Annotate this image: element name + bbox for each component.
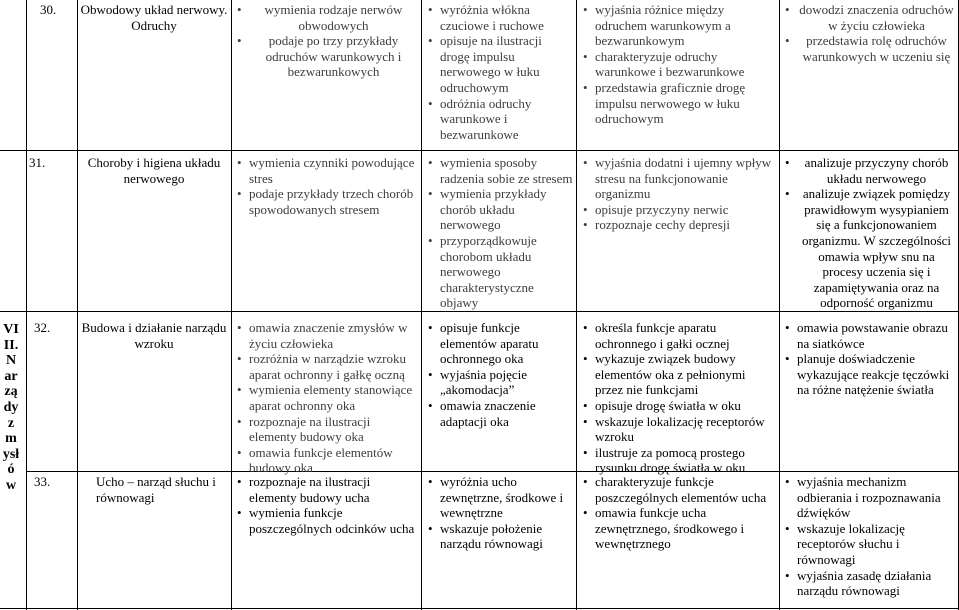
requirements-level-2: [427, 2, 573, 142]
list-item: • omawia znaczenie adaptacji oka: [427, 398, 573, 429]
list-item: • wymienia sposoby radzenia sobie ze stresem: [427, 155, 573, 186]
requirements-level-3: [582, 155, 776, 233]
lesson-number: 31.: [29, 155, 46, 170]
list-item: • analizuje przyczyny chorób układu nerwowego: [784, 155, 956, 186]
list-item: • rozróżnia w narządzie wzroku aparat ochronny i gałkę oczną: [236, 351, 418, 382]
list-item: • wyjaśnia dodatni i ujemny wpływ stresu na funkcjonowanie organizmu: [582, 155, 776, 202]
list-item: • wymienia przykłady chorób układu nerwowego: [427, 186, 573, 233]
requirements-level-4: [784, 320, 956, 398]
requirements-level-3: [582, 2, 776, 127]
list-item: • określa funkcje aparatu ochronnego i gałki ocznej: [582, 320, 776, 351]
list-item: • opisuje przyczyny nerwic: [582, 202, 776, 218]
list-item: • omawia znaczenie zmysłów w życiu człowieka: [236, 320, 418, 351]
list-item: • wyjaśnia zasadę działania narządu równowagi: [784, 568, 956, 599]
list-item: • wyróżnia ucho zewnętrzne, środkowe i wewnętrzne: [427, 474, 573, 521]
list-item: • przedstawia rolę odruchów warunkowych w uczeniu się: [784, 33, 956, 64]
list-item: • wyjaśnia pojęcie „akomodacja”: [427, 367, 573, 398]
list-item: • przedstawia graficznie drogę impulsu nerwowego w łuku odruchowym: [582, 80, 776, 127]
requirements-level-4: [784, 474, 956, 599]
list-item: • opisuje na ilustracji drogę impulsu nerwowego w łuku odruchowym: [427, 33, 573, 95]
lesson-number: 33.: [34, 474, 51, 489]
list-item: • planuje doświadczenie wykazujące reakcje tęczówki na różne natężenie światła: [784, 351, 956, 398]
requirements-level-2: [427, 155, 573, 311]
requirements-level-1: [236, 474, 418, 536]
list-item: • wskazuje lokalizację receptorów wzroku: [582, 414, 776, 445]
list-item: • wyjaśnia różnice między odruchem warunkowym a bezwarunkowym: [582, 2, 776, 49]
section-label: VI II. N ar zą dy z m ysł ó w: [2, 322, 20, 493]
list-item: • analizuje związek pomiędzy prawidłowym wysypianiem się a funkcjonowaniem organizmu. W szczególności omawia wpływ snu na procesy uczenia się i zapamiętywania oraz na odporność organizmu: [784, 186, 956, 311]
requirements-level-4: [784, 155, 956, 311]
list-item: • opisuje funkcje elementów aparatu ochronnego oka: [427, 320, 573, 367]
requirements-level-2: [427, 320, 573, 429]
grid-line: [421, 0, 422, 610]
lesson-number: 30.: [40, 2, 57, 17]
grid-line: [576, 0, 577, 610]
list-item: • omawia powstawanie obrazu na siatkówce: [784, 320, 956, 351]
grid-line: [779, 0, 780, 610]
list-item: • wymienia elementy stanowiące aparat ochronny oka: [236, 382, 418, 413]
list-item: • charakteryzuje funkcje poszczególnych elementów ucha: [582, 474, 776, 505]
requirements-level-1: [236, 155, 418, 217]
requirements-level-2: [427, 474, 573, 552]
row-divider: [0, 608, 959, 609]
requirements-level-3: [582, 474, 776, 552]
grid-line: [231, 0, 232, 610]
row-divider: [26, 471, 959, 472]
lesson-topic: Ucho – narząd słuchu i równowagi: [96, 474, 216, 505]
row-divider: [0, 311, 959, 312]
grid-line: [77, 0, 78, 610]
requirements-level-3: [582, 320, 776, 476]
list-item: • wymienia funkcje poszczególnych odcinków ucha: [236, 505, 418, 536]
list-item: • rozpoznaje na ilustracji elementy budowy ucha: [236, 474, 418, 505]
requirements-level-4: [784, 2, 956, 64]
list-item: • wyróżnia włókna czuciowe i ruchowe: [427, 2, 573, 33]
list-item: • przyporządkowuje chorobom układu nerwowego charakterystyczne objawy: [427, 233, 573, 311]
row-divider: [0, 150, 959, 151]
list-item: • wykazuje związek budowy elementów oka z pełnionymi przez nie funkcjami: [582, 351, 776, 398]
requirements-level-1: [236, 320, 418, 476]
list-item: • wskazuje położenie narządu równowagi: [427, 521, 573, 552]
list-item: • wyjaśnia mechanizm odbierania i rozpoznawania dźwięków: [784, 474, 956, 521]
list-item: • rozpoznaje cechy depresji: [582, 217, 776, 233]
list-item: • omawia funkcje elementów budowy oka: [236, 445, 418, 476]
lesson-topic: Budowa i działanie narządu wzroku: [81, 320, 227, 351]
list-item: • podaje po trzy przykłady odruchów warunkowych i bezwarunkowych: [236, 33, 418, 80]
requirements-level-1: [236, 2, 418, 80]
list-item: • omawia funkcje ucha zewnętrznego, środkowego i wewnętrznego: [582, 505, 776, 552]
list-item: • ilustruje za pomocą prostego rysunku drogę światła w oku: [582, 445, 776, 476]
lesson-topic: Choroby i higiena układu nerwowego: [87, 155, 221, 186]
list-item: • odróżnia odruchy warunkowe i bezwarunkowe: [427, 96, 573, 143]
lesson-number: 32.: [34, 320, 51, 335]
list-item: • wymienia rodzaje nerwów obwodowych: [236, 2, 418, 33]
list-item: • rozpoznaje na ilustracji elementy budowy oka: [236, 414, 418, 445]
list-item: • podaje przykłady trzech chorób spowodowanych stresem: [236, 186, 418, 217]
list-item: • charakteryzuje odruchy warunkowe i bezwarunkowe: [582, 49, 776, 80]
list-item: • opisuje drogę światła w oku: [582, 398, 776, 414]
lesson-topic: Obwodowy układ nerwowy. Odruchy: [80, 2, 228, 33]
list-item: • wskazuje lokalizację receptorów słuchu i równowagi: [784, 521, 956, 568]
list-item: • dowodzi znaczenia odruchów w życiu człowieka: [784, 2, 956, 33]
list-item: • wymienia czynniki powodujące stres: [236, 155, 418, 186]
grid-line: [26, 0, 27, 610]
